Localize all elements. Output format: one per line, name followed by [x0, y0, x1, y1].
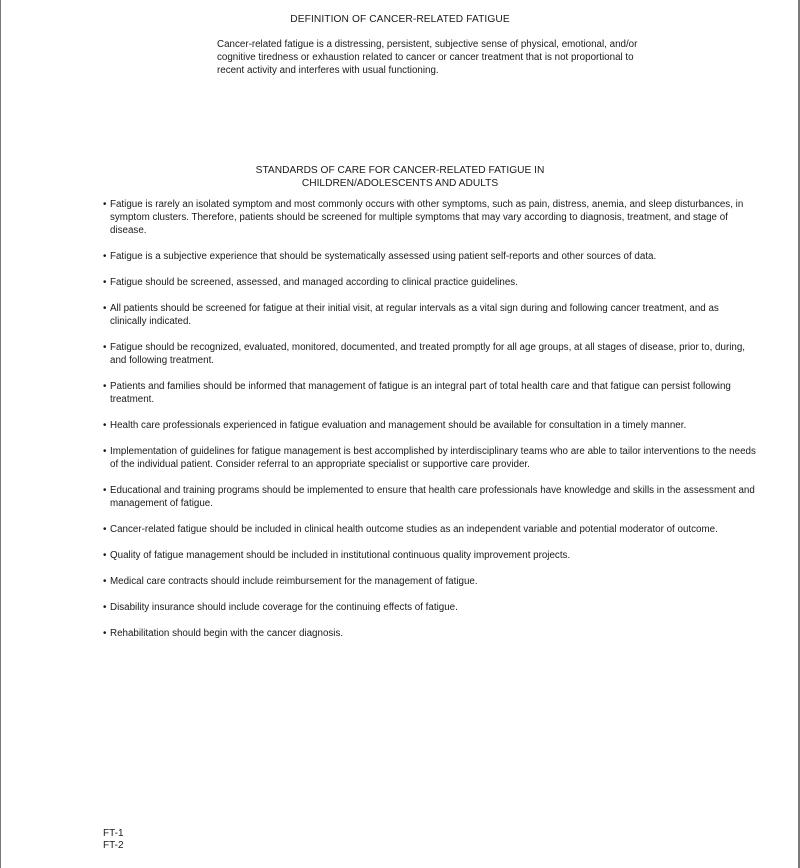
page-border-left: [0, 0, 1, 868]
page-footer: [103, 828, 124, 852]
standards-heading-line-2: CHILDREN/ADOLESCENTS AND ADULTS: [301, 178, 499, 189]
standards-item-2: • Fatigue is a subjective experience that should be systematically assessed using patient self-reports and other sources of data.: [103, 250, 758, 263]
footer-code-1: FT-1: [103, 828, 124, 839]
standards-item-14: • Rehabilitation should begin with the cancer diagnosis.: [103, 627, 758, 640]
footer-code-2: FT-2: [103, 840, 124, 851]
standards-list: [103, 198, 758, 653]
standards-heading: [0, 164, 800, 190]
standards-item-7: • Health care professionals experienced in fatigue evaluation and management should be available for consultation in a timely manner.: [103, 419, 758, 432]
standards-item-8: • Implementation of guidelines for fatigue management is best accomplished by interdisciplinary teams who are able to tailor interventions to the needs of the individual patient. Consider referral to an appropriate specialist or supportive care provider.: [103, 445, 758, 471]
definition-text: Cancer-related fatigue is a distressing, persistent, subjective sense of physical, emotional, and/or cognitive tiredness or exhaustion related to cancer or cancer treatment that is not proportional to recent activity and interferes with usual functioning.: [217, 39, 638, 76]
standards-item-10: • Cancer-related fatigue should be included in clinical health outcome studies as an independent variable and potential moderator of outcome.: [103, 523, 758, 536]
standards-item-13: • Disability insurance should include coverage for the continuing effects of fatigue.: [103, 601, 758, 614]
standards-item-6: • Patients and families should be informed that management of fatigue is an integral part of total health care and that fatigue can persist following treatment.: [103, 380, 758, 406]
standards-item-5: • Fatigue should be recognized, evaluated, monitored, documented, and treated promptly for all age groups, at all stages of disease, prior to, during, and following treatment.: [103, 341, 758, 367]
standards-item-4: • All patients should be screened for fatigue at their initial visit, at regular intervals as a vital sign during and following cancer treatment, and as clinically indicated.: [103, 302, 758, 328]
standards-heading-line-1: STANDARDS OF CARE FOR CANCER-RELATED FATIGUE IN: [255, 165, 545, 176]
standards-item-3: • Fatigue should be screened, assessed, and managed according to clinical practice guidelines.: [103, 276, 758, 289]
standards-item-11: • Quality of fatigue management should be included in institutional continuous quality improvement projects.: [103, 549, 758, 562]
definition-heading: DEFINITION OF CANCER-RELATED FATIGUE: [290, 14, 510, 25]
standards-item-12: • Medical care contracts should include reimbursement for the management of fatigue.: [103, 575, 758, 588]
standards-item-1: • Fatigue is rarely an isolated symptom and most commonly occurs with other symptoms, such as pain, distress, anemia, and sleep disturbances, in symptom clusters. Therefore, patients should be screened for multiple symptoms that may vary according to diagnosis, treatment, and stage of disease.: [103, 198, 758, 237]
standards-item-9: • Educational and training programs should be implemented to ensure that health care professionals have knowledge and skills in the assessment and management of fatigue.: [103, 484, 758, 510]
